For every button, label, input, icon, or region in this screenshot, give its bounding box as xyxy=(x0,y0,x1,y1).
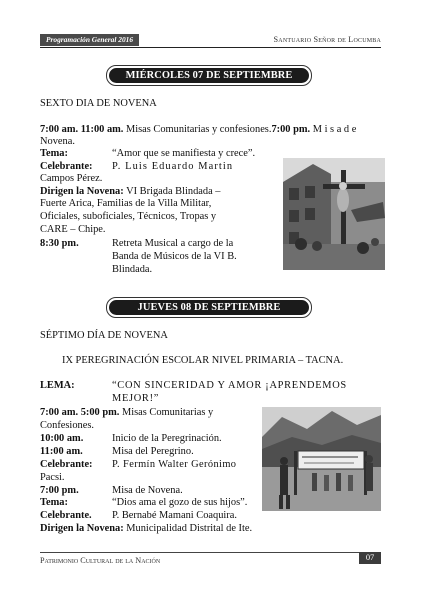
schedule-desc: Misas Comunitarias y confesiones. xyxy=(123,124,272,135)
schedule-line xyxy=(40,124,386,137)
celebrante-label: Celebrante. xyxy=(40,510,92,521)
schedule-cont: Novena. xyxy=(40,136,75,147)
pilgrimage-photo xyxy=(262,407,381,511)
schedule-time: 7:00 pm. xyxy=(271,124,311,135)
dirigen-value: VI Brigada Blindada – xyxy=(123,186,221,197)
retreta-time: 8:30 pm. xyxy=(40,238,79,249)
footer-title: Patrimonio Cultural de la Nación xyxy=(40,556,161,565)
event-desc: Inicio de la Peregrinación. xyxy=(112,433,222,444)
event-time: 10:00 am. xyxy=(40,433,84,444)
celebrante-cont: Campos Pérez. xyxy=(40,173,103,184)
celebrante-value: P. Fermín Walter Gerónimo xyxy=(112,459,237,470)
retreta-line-2: Banda de Músicos de la VI B. xyxy=(112,251,237,262)
dirigen-line-3: Oficiales, suboficiales, Técnicos, Tropas y xyxy=(40,211,217,222)
celebrante-cont: Pacsi. xyxy=(40,472,65,483)
crucifix-photo-art xyxy=(283,158,385,270)
schedule-desc: M i s a d e xyxy=(310,124,357,135)
event-desc: Misa del Peregrino. xyxy=(112,446,194,457)
lema-value: “CON SINCERIDAD Y AMOR ¡APRENDEMOS xyxy=(112,380,347,391)
dirigen-line-4: CARE – Chipe. xyxy=(40,224,106,235)
pilgrimage-photo-art xyxy=(262,407,381,511)
schedule-time: 7:00 am. 5:00 pm. xyxy=(40,407,120,418)
dirigen-line xyxy=(40,523,252,536)
day-banner-thursday: JUEVES 08 DE SEPTIEMBRE xyxy=(109,300,309,315)
retreta-line-3: Blindada. xyxy=(112,264,153,275)
evening-time: 7:00 pm. xyxy=(40,485,79,496)
tema-value: “Dios ama el gozo de sus hijos”. xyxy=(112,497,248,508)
procession-crucifix-photo xyxy=(283,158,385,270)
lema-cont: MEJOR!” xyxy=(112,393,160,404)
schedule-cont: Confesiones. xyxy=(40,420,94,431)
day-banner-wednesday: MIÉRCOLES 07 DE SEPTIEMBRE xyxy=(109,68,309,83)
celebrante-value: P. Bernabé Mamani Coaquira. xyxy=(112,510,237,521)
dirigen-value: Municipalidad Distrital de Ite. xyxy=(123,523,253,534)
tema-label: Tema: xyxy=(40,148,68,159)
schedule-desc: Misas Comunitarias y xyxy=(119,407,214,418)
pilgrimage-title: IX PEREGRINACIÓN ESCOLAR NIVEL PRIMARIA – TACNA. xyxy=(62,355,344,366)
dirigen-line xyxy=(40,186,220,199)
program-tag: Programación General 2016 xyxy=(40,34,139,46)
footer-rule xyxy=(40,552,381,553)
event-time: 11:00 am. xyxy=(40,446,83,457)
celebrante-label: Celebrante: xyxy=(40,459,93,470)
celebrante-value: P. Luis Eduardo Martin xyxy=(112,161,234,172)
page-number: 07 xyxy=(359,552,381,564)
dirigen-line-2: Fuerte Arica, Familias de la Villa Militar, xyxy=(40,198,212,209)
novena-day-title: SÉPTIMO DÍA DE NOVENA xyxy=(40,330,168,341)
dirigen-label: Dirigen la Novena: xyxy=(40,186,124,197)
tema-value: “Amor que se manifiesta y crece”. xyxy=(112,148,256,159)
schedule-line xyxy=(40,407,213,420)
running-header: Santuario Señor de Locumba xyxy=(273,35,381,44)
tema-label: Tema: xyxy=(40,497,68,508)
evening-desc: Misa de Novena. xyxy=(112,485,183,496)
dirigen-label: Dirigen la Novena: xyxy=(40,523,124,534)
novena-day-title: SEXTO DIA DE NOVENA xyxy=(40,98,157,109)
schedule-time: 7:00 am. 11:00 am. xyxy=(40,124,124,135)
lema-label: LEMA: xyxy=(40,380,75,391)
retreta-line-1: Retreta Musical a cargo de la xyxy=(112,238,234,249)
header-rule xyxy=(40,47,381,48)
celebrante-label: Celebrante: xyxy=(40,161,93,172)
